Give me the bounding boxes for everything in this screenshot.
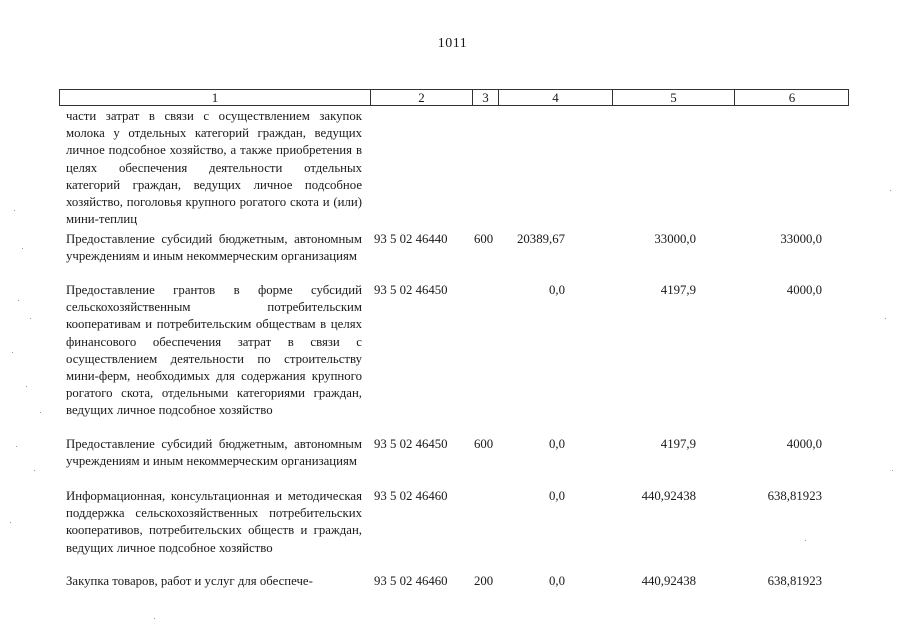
row-value-6: 4000,0 (786, 437, 822, 451)
column-header-6: 6 (788, 90, 796, 105)
row-description: Предоставление субсидий бюджетным, автономным учреждениям и иным некоммерческим организациям (66, 232, 362, 264)
row-value-5: 440,92438 (641, 489, 696, 503)
row-value-6: 33000,0 (780, 232, 822, 246)
column-header-3: 3 (482, 90, 489, 105)
page-number: 1011 (437, 36, 468, 51)
row-value-4: 0,0 (549, 437, 565, 451)
column-header-1: 1 (211, 90, 219, 105)
row-value-4: 20389,67 (517, 232, 565, 246)
row-description: Предоставление субсидий бюджетным, автономным учреждениям и иным некоммерческим организациям (66, 437, 362, 469)
column-header-5: 5 (670, 90, 677, 105)
row-description: Предоставление грантов в форме субсидий сельскохозяйственным потребительским кооперативам и потребительским обществам в целях финансового обеспечения затрат в связи с осуществлением деятельности по строительству мини-ферм, необходимых для содержания крупного рогатого скота, отдельными категориями граждан, ведущих личное подсобное хозяйство (66, 283, 362, 418)
row-description: Закупка товаров, работ и услуг для обеспече- (66, 574, 313, 588)
row-value-4: 0,0 (549, 489, 565, 503)
row-expense-type: 200 (474, 574, 494, 588)
column-header-2: 2 (418, 90, 425, 105)
row-code: 93 5 02 46460 (374, 574, 448, 588)
row-code: 93 5 02 46450 (374, 283, 448, 297)
table-header (59, 89, 849, 106)
row-expense-type: 600 (474, 232, 494, 246)
row-code: 93 5 02 46440 (374, 232, 448, 246)
row-value-4: 0,0 (549, 283, 565, 297)
column-header-4: 4 (552, 90, 559, 105)
row-code: 93 5 02 46450 (374, 437, 448, 451)
row-value-5: 4197,9 (660, 437, 696, 451)
row-value-6: 638,81923 (767, 574, 822, 588)
row-value-6: 638,81923 (767, 489, 822, 503)
row-value-4: 0,0 (549, 574, 565, 588)
row-description: части затрат в связи с осуществлением закупок молока у отдельных категорий граждан, ведущих личное подсобное хозяйство, а также приобретения в целях обеспечения деятельности отдельных категорий граждан, ведущих личное подсобное хозяйство, поголовья крупного рогатого скота и (или) мини-теплиц (66, 109, 362, 227)
row-value-6: 4000,0 (786, 283, 822, 297)
row-value-5: 440,92438 (641, 574, 696, 588)
row-code: 93 5 02 46460 (374, 489, 448, 503)
row-expense-type: 600 (474, 437, 494, 451)
row-value-5: 33000,0 (654, 232, 696, 246)
row-value-5: 4197,9 (660, 283, 696, 297)
row-description: Информационная, консультационная и методическая поддержка сельскохозяйственных потребительских кооперативов, потребительских обществ и граждан, ведущих личное подсобное хозяйство (66, 489, 362, 555)
